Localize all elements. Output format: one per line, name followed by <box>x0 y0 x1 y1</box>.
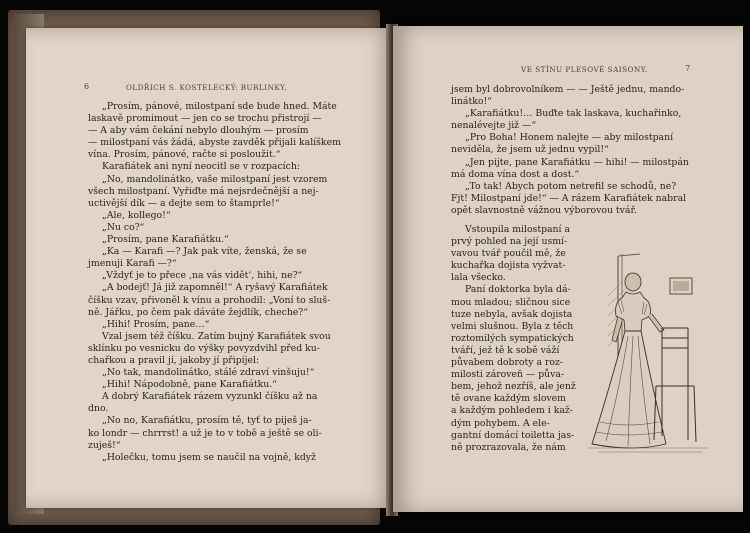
right-page <box>393 26 743 512</box>
left-page-text <box>88 101 360 464</box>
text-line: laskavě promimout — jen co se trochu přistrojí — <box>88 113 322 125</box>
text-line: „Nu co?“ <box>102 221 145 233</box>
text-line: lala všecko. <box>451 272 506 284</box>
text-line: „Vždyť je to přece ‚na vás vidět‘, hihi, ne?“ <box>102 270 303 282</box>
text-line: ně. Jářku, po čem pak dáváte žejdlík, cheche?“ <box>88 306 309 318</box>
text-line: Karafiátek ani nyní neocitl se v rozpacích: <box>102 161 300 173</box>
text-line: „Ka — Karafi —? Jak pak víte, ženská, že se <box>102 246 307 258</box>
text-line: Paní doktorka byla dá- <box>465 284 571 296</box>
text-line: Vzal jsem též číšku. Zatím bujný Karafiátek svou <box>102 330 331 342</box>
text-line: „To tak! Abych potom netrefil se schodů, ne? <box>465 180 677 192</box>
right-page-text-beside-illustration <box>451 224 577 454</box>
text-line: dno. <box>88 403 109 415</box>
right-page-text <box>451 84 713 217</box>
text-line: jsem byl dobrovolníkem — — Ještě jednu, mando- <box>451 84 685 95</box>
text-line: „A bodejť! Já již zapomněl!“ A ryšavý Karafiátek <box>102 282 328 294</box>
text-line: vína. Prosím, pánové, račte si posloužit.“ <box>88 149 281 161</box>
text-line: milosti zároveň — půva- <box>451 369 565 381</box>
right-page-number: 7 <box>685 64 691 73</box>
text-line: zuješ!“ <box>88 439 121 451</box>
text-line: opět slavnostně vážnou výborovou tvář. <box>451 204 637 216</box>
text-line: prvý pohled na její usmí- <box>451 236 568 248</box>
text-line: a každým pohledem i kaž- <box>451 405 573 417</box>
text-line: roztomilých sympatických <box>451 332 574 344</box>
text-line: A dobrý Karafiátek rázem vyzunkl číšku až na <box>102 391 318 403</box>
text-line: vavou tvář poučil mě, že <box>451 248 566 260</box>
right-running-head: VE STÍNU PLESOVÉ SAISONY. <box>521 65 648 74</box>
text-line: tě ovane každým slovem <box>451 393 566 405</box>
text-line: „No, mandolinátko, vaše milostpaní jest vzorem <box>102 173 328 185</box>
text-line: číšku vzav, přivoněl k vínu a prohodil: „Voní to sluš- <box>88 294 331 306</box>
text-line: „No tak, mandolinátko, stálé zdraví vinšuju!“ <box>102 367 315 379</box>
text-line: nenalévejte již —“ <box>451 120 537 132</box>
text-line: „Prosím, pánové, milostpaní sde bude hned. Máte <box>102 101 337 112</box>
text-line: chařkou a pravil jí, jakoby jí připíjel: <box>88 354 260 366</box>
text-line: „Pro Boha! Honem nalejte — aby milostpaní <box>465 132 674 144</box>
text-line: Vstoupila milostpaní a <box>465 224 571 235</box>
text-line: tuze nebyla, avšak dojista <box>451 308 573 320</box>
text-line: neviděla, že jsem už jednu vypil!“ <box>451 144 609 156</box>
text-line: „No no, Karafiátku, prosím tě, tyť to piješ ja- <box>102 415 312 427</box>
left-running-head: OLDŘICH S. KOSTELECKÝ: BURLINKY. <box>126 83 288 92</box>
text-line: „Prosím, pane Karafiátku.“ <box>102 234 229 246</box>
text-line: velmi slušnou. Byla z těch <box>451 320 574 332</box>
text-line: linátko!“ <box>451 96 492 108</box>
left-page-number: 6 <box>84 82 90 91</box>
text-line: mou mladou; sličnou sice <box>451 296 571 308</box>
text-line: dým pohybem. A ele- <box>451 417 550 429</box>
text-line: všech milostpaní. Vyřiďte má nejsrdečnější a nej- <box>88 185 319 197</box>
text-line: — milostpaní vás žádá, abyste zavděk přijali kalíškem <box>88 137 341 149</box>
text-line: „Holečku, tomu jsem se naučil na vojně, když <box>102 451 316 463</box>
text-line: gantní domácí toiletta jas- <box>451 429 575 441</box>
text-line: bem, jehož nezříš, ale jenž <box>451 381 576 393</box>
text-line: tváří, jež tě k sobě váží <box>451 344 560 356</box>
text-line: má doma vína dost a dost.“ <box>451 168 580 180</box>
text-line: uctivější dík — a dejte sem to štamprle!“ <box>88 197 280 209</box>
text-line: ko londr — chrrrst! a už je to v tobě a ještě se oli- <box>88 427 322 439</box>
text-line: „Hihi! Nápodobně, pane Karafiátku.“ <box>102 379 277 391</box>
text-line: sklínku po vesnicku do výšky povyzdvihl před ku- <box>88 342 320 354</box>
text-line: Fjt! Milostpaní jde!“ — A rázem Karafiátek nabral <box>451 192 687 204</box>
text-line: ně prozrazovala, že nám <box>451 441 566 453</box>
text-line: „Karafiátku!… Buďte tak laskava, kuchařinko, <box>465 108 682 120</box>
text-line: půvabem dobroty a roz- <box>451 357 564 369</box>
text-line: jmenuji Karafi —?“ <box>88 258 177 270</box>
left-page <box>26 28 392 508</box>
text-line: — A aby vám čekání nebylo dlouhým — prosím <box>88 125 309 137</box>
woman-illustration <box>578 236 738 466</box>
text-line: „Hihi! Prosím, pane…“ <box>102 318 210 330</box>
text-line: „Ale, kollego!“ <box>102 209 171 221</box>
text-line: „Jen pijte, pane Karafiátku — hihi! — milostpán <box>465 156 689 168</box>
text-line: kuchařka dojista vyžvat- <box>451 260 566 272</box>
